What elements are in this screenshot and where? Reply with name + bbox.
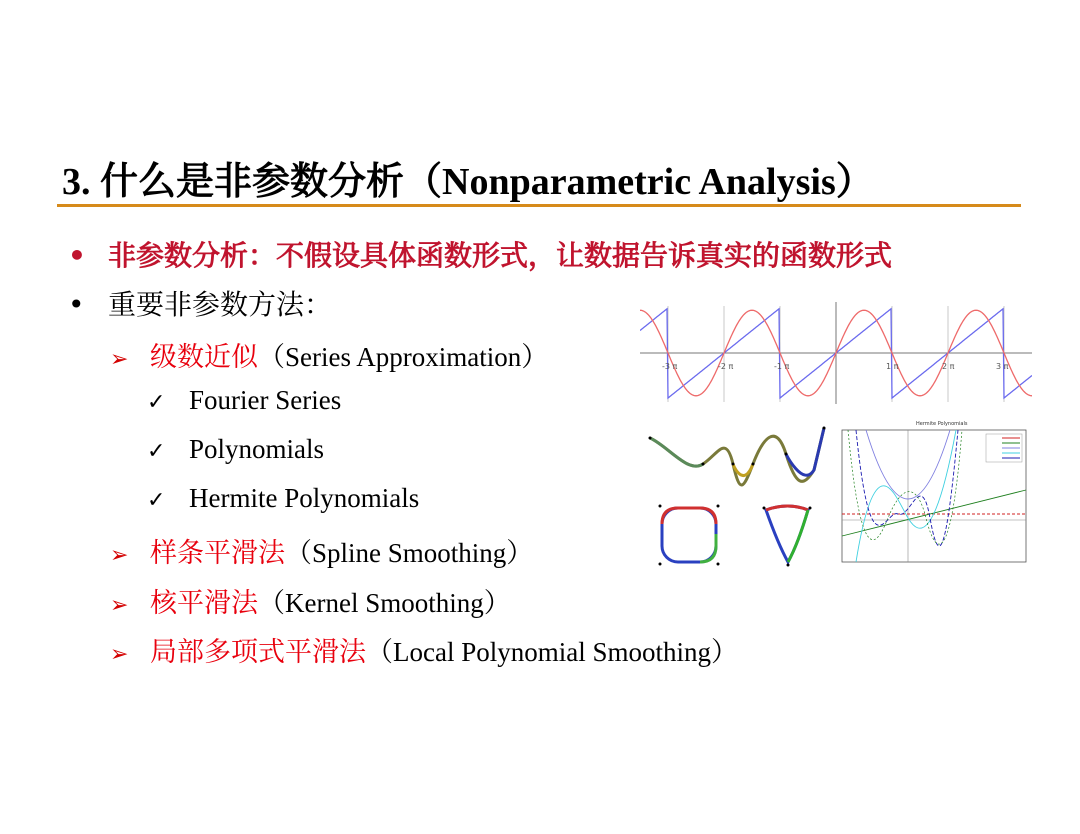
method-en: （Series Approximation） bbox=[258, 342, 549, 372]
definition-text: 非参数分析：不假设具体函数形式，让数据告诉真实的函数形式 bbox=[108, 239, 893, 272]
page-title bbox=[62, 150, 874, 205]
tick-label: 1 π bbox=[886, 362, 899, 371]
method-en: （Local Polynomial Smoothing） bbox=[366, 637, 738, 667]
tick-label: -3 π bbox=[662, 362, 678, 371]
method-zh: 局部多项式平滑法 bbox=[150, 637, 366, 668]
title-divider bbox=[57, 204, 1021, 207]
method-item bbox=[110, 581, 511, 620]
spline-closed-square bbox=[662, 508, 716, 562]
method-item bbox=[110, 630, 738, 669]
method-zh: 核平滑法 bbox=[150, 588, 258, 619]
methods-heading: 重要非参数方法： bbox=[108, 288, 333, 321]
arrow-bullet-icon: ➢ bbox=[110, 543, 129, 568]
check-icon: ✓ bbox=[147, 439, 166, 464]
tick-label: 3 π bbox=[996, 362, 1009, 371]
series-item bbox=[147, 385, 341, 416]
title-chinese: 什么是非参数分析 bbox=[100, 159, 405, 203]
method-item bbox=[110, 335, 548, 374]
bullet-methods bbox=[68, 283, 332, 323]
tick-label: 2 π bbox=[942, 362, 955, 371]
method-zh: 样条平滑法 bbox=[150, 538, 285, 569]
series-label: Fourier Series bbox=[189, 385, 342, 415]
series-label: Hermite Polynomials bbox=[189, 483, 420, 513]
check-icon: ✓ bbox=[147, 488, 166, 513]
method-item bbox=[110, 531, 533, 570]
series-item bbox=[147, 483, 419, 514]
arrow-bullet-icon: ➢ bbox=[110, 347, 129, 372]
title-number: 3. bbox=[62, 161, 91, 203]
method-zh: 级数近似 bbox=[150, 342, 258, 373]
bullet-dot: • bbox=[68, 288, 85, 321]
fourier-series-figure bbox=[640, 298, 1032, 408]
arrow-bullet-icon: ➢ bbox=[110, 642, 129, 667]
check-icon: ✓ bbox=[147, 390, 166, 415]
method-en: （Spline Smoothing） bbox=[285, 538, 534, 568]
series-item bbox=[147, 434, 324, 465]
hermite-polynomials-figure bbox=[826, 418, 1030, 570]
spline-figure bbox=[648, 424, 828, 574]
tick-label: -1 π bbox=[774, 362, 790, 371]
tick-label: -2 π bbox=[718, 362, 734, 371]
bullet-dot: • bbox=[68, 239, 86, 272]
series-label: Polynomials bbox=[189, 434, 325, 464]
arrow-bullet-icon: ➢ bbox=[110, 593, 129, 618]
method-en: （Kernel Smoothing） bbox=[258, 588, 511, 618]
bullet-definition bbox=[68, 234, 892, 274]
title-english: （Nonparametric Analysis） bbox=[404, 161, 874, 203]
hermite-title: Hermite Polynomials bbox=[916, 421, 968, 427]
